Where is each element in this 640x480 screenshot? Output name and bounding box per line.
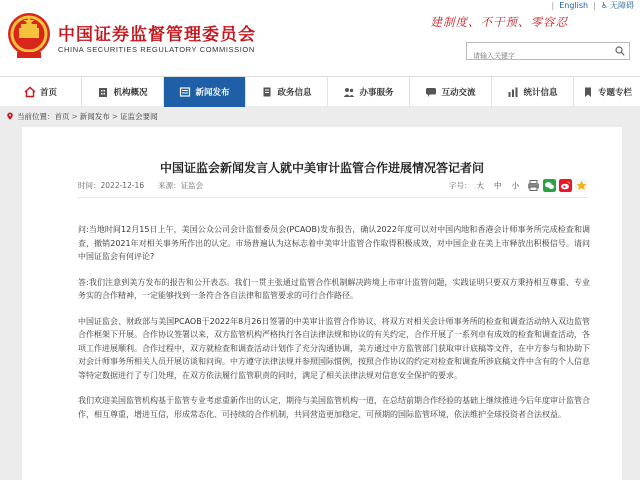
home-icon	[24, 86, 36, 98]
article-title: 中国证监会新闻发言人就中美审计监管合作进展情况答记者问	[159, 161, 484, 175]
article-body	[78, 223, 590, 433]
article-panel	[22, 127, 622, 480]
nav-item-services[interactable]	[328, 77, 410, 107]
font-size-large[interactable]: 大	[476, 180, 484, 190]
building-icon	[97, 86, 109, 98]
search-input[interactable]	[467, 48, 607, 64]
wechat-share-icon[interactable]	[543, 179, 556, 192]
font-size-small[interactable]: 小	[511, 180, 519, 190]
site-header	[0, 0, 640, 76]
nav-label: 互动交流	[441, 88, 476, 98]
people-icon	[343, 86, 355, 98]
nav-label: 专题专栏	[597, 88, 632, 98]
nav-item-government-info[interactable]	[246, 77, 328, 107]
meta-divider	[78, 197, 588, 198]
accessibility-link[interactable]: 无障碍	[610, 1, 634, 10]
news-icon	[179, 86, 191, 98]
english-link[interactable]: English	[559, 1, 589, 10]
nav-label: 新闻发布	[195, 88, 230, 98]
meta-tools	[449, 179, 588, 192]
document-icon	[261, 86, 273, 98]
breadcrumb	[0, 109, 640, 123]
article-paragraph: 答:我们注意到美方发布的报告和公开表态。我们一贯主张通过监管合作机制解决跨境上市审计监管问题，实践证明只要双方秉持相互尊重、专业务实的合作精神，一定能够找到一条符合各自法律和监管要求的可行合作路径。	[78, 277, 590, 300]
slogan: 建制度、不干预、零容忍	[430, 15, 568, 29]
nav-label: 首页	[39, 88, 57, 98]
print-icon[interactable]	[527, 179, 540, 192]
nav-label: 办事服务	[359, 88, 394, 98]
nav-label: 统计信息	[523, 88, 558, 98]
nav-item-home[interactable]	[0, 77, 82, 107]
nav-item-news[interactable]	[164, 77, 246, 107]
nav-item-special-topics[interactable]	[574, 77, 640, 107]
article-paragraph: 中国证监会、财政部与美国PCAOB于2022年8月26日签署的中美审计监管合作协议，将双方对相关会计师事务所的检查和调查活动纳入双边监管合作框架下开展。合作协议签署以来，双方监管机构严格执行各自法律法规和协议的有关约定，合作开展了一系列卓有成效的检查和调查活动，各项工作进展顺利。合作过程中，双方就检查和调查活动计划作了充分沟通协调，美方通过中方监管部门获取审计底稿等文件，在中方参与和协助下对会计师事务所相关人员开展访谈和问询。中方遵守法律法规并参照国际惯例，按照合作协议的约定对检查和调查所涉底稿文件中含有的个人信息等特定数据进行了专门处理，在双方依法履行监管职责的同时，满足了相关法律法规对信息安全保护的要求。	[78, 316, 590, 380]
font-size-label: 字号：	[449, 180, 472, 190]
org-name-en: CHINA SECURITIES REGULATORY COMMISSION	[58, 45, 255, 54]
nav-label: 政务信息	[277, 88, 312, 98]
article-meta	[78, 175, 588, 195]
top-links	[547, 0, 634, 11]
main-nav	[0, 76, 640, 106]
qzone-share-icon[interactable]	[575, 179, 588, 192]
nav-item-interaction[interactable]	[410, 77, 492, 107]
nav-item-about[interactable]	[82, 77, 164, 107]
breadcrumb-news[interactable]: 新闻发布	[79, 111, 110, 121]
search-box	[466, 42, 630, 60]
breadcrumb-separator: >	[111, 111, 119, 121]
article-paragraph: 问:当地时间12月15日上午，美国公众公司会计监督委员会(PCAOB)发布报告，确认2022年度可以对中国内地和香港会计师事务所完成检查和调查，撤销2021年对相关事务所作出的认定。市场普遍认为这标志着中美审计监管合作取得积极成效，对中国企业在美上市释放出积极信号。请问中国证监会有何评论?	[78, 225, 590, 261]
article-date: 时间：2022-12-16	[78, 180, 145, 190]
article-source: 来源：证监会	[158, 180, 204, 190]
nav-label: 机构概况	[113, 88, 148, 98]
weibo-share-icon[interactable]	[559, 179, 572, 192]
font-size-medium[interactable]: 中	[494, 180, 502, 190]
accessibility-icon[interactable]: ♿	[600, 1, 608, 10]
breadcrumb-prefix: 当前位置：	[17, 111, 55, 121]
breadcrumb-separator: >	[71, 111, 78, 121]
org-name-cn[interactable]: 中国证券监督管理委员会	[58, 25, 256, 45]
chart-icon	[507, 86, 519, 98]
breadcrumb-current[interactable]: 证监会要闻	[120, 111, 158, 121]
national-emblem-icon[interactable]	[6, 10, 52, 60]
separator: |	[551, 1, 555, 10]
location-pin-icon	[6, 112, 14, 120]
bookmark-icon	[582, 86, 594, 98]
separator: |	[593, 1, 596, 10]
search-icon[interactable]	[615, 46, 625, 56]
nav-item-statistics[interactable]	[492, 77, 574, 107]
chat-icon	[425, 86, 437, 98]
breadcrumb-home[interactable]: 首页	[54, 111, 70, 121]
article-paragraph: 我们欢迎美国监管机构基于监管专业考虑重新作出的认定，期待与美国监管机构一道，在总结前期合作经验的基础上继续推进今后年度审计监管合作，相互尊重，增进互信，形成常态化、可持续的合作机制，共同营造更加稳定、可预期的国际监管环境，依法维护全球投资者合法权益。	[78, 396, 590, 419]
